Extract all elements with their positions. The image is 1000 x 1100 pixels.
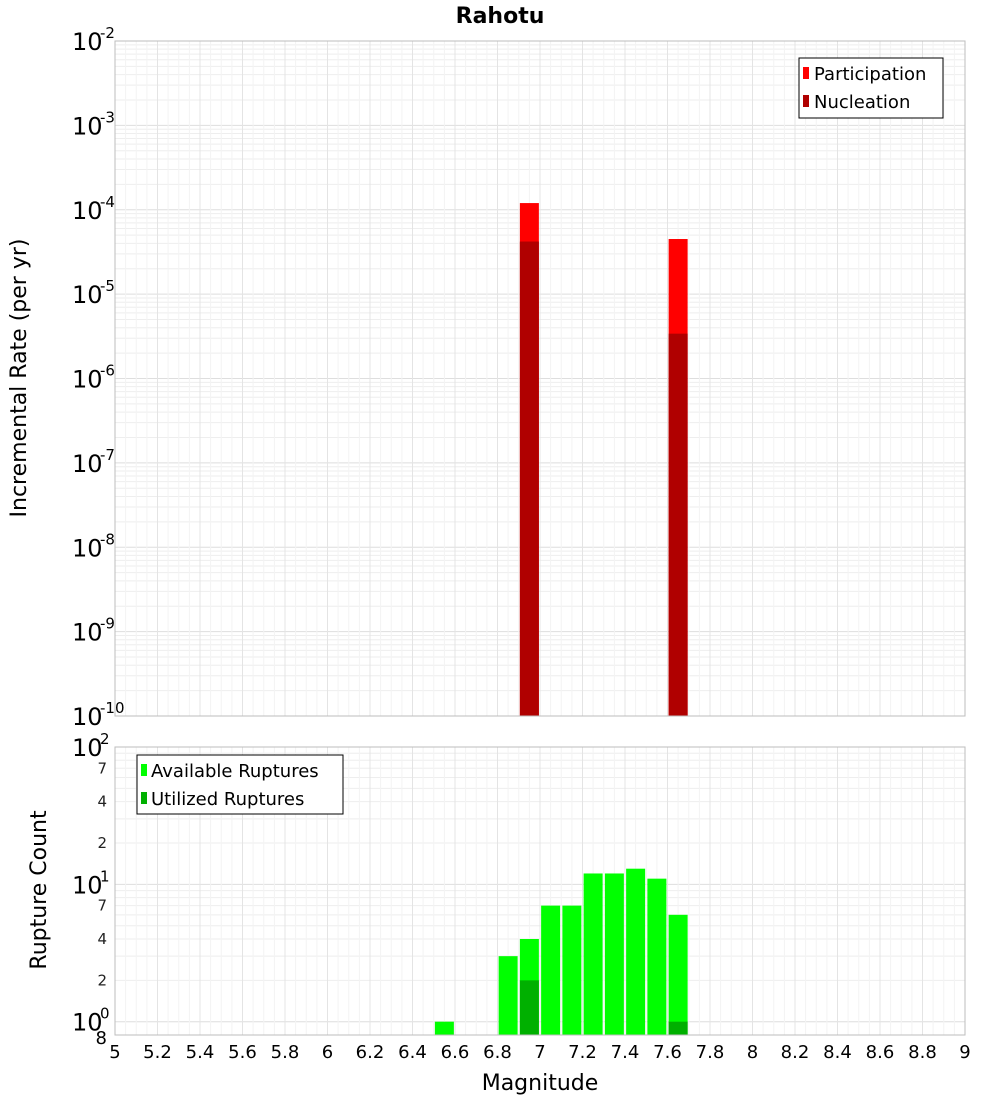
bottom-y-minor-tick-label: 2 bbox=[97, 834, 107, 852]
bottom-y-minor-tick-label: 4 bbox=[97, 792, 107, 811]
bottom-y-tick-label: 10 bbox=[72, 871, 103, 900]
top-y-tick-label: 10 bbox=[72, 703, 103, 731]
top-y-tick-label: 10 bbox=[72, 28, 103, 56]
x-tick-label: 9 bbox=[959, 1042, 971, 1063]
bottom-y-ticks bbox=[72, 730, 110, 1049]
nucleation-bar bbox=[669, 334, 688, 716]
top-y-tick-exponent: -9 bbox=[100, 614, 115, 633]
available-ruptures-bar bbox=[584, 873, 603, 1035]
bottom-y-minor-tick-label: 8 bbox=[95, 1028, 107, 1049]
x-tick-label: 7.2 bbox=[568, 1042, 597, 1063]
x-tick-label: 8.2 bbox=[780, 1042, 810, 1063]
bottom-y-tick-label: 10 bbox=[72, 734, 103, 762]
top-y-tick-exponent: -2 bbox=[100, 24, 115, 42]
top-y-tick-exponent: -3 bbox=[100, 108, 115, 127]
x-tick-label: 8.8 bbox=[908, 1042, 937, 1063]
legend-label-available: Available Ruptures bbox=[151, 761, 319, 782]
x-tick-label: 5.4 bbox=[185, 1042, 215, 1063]
top-y-tick-exponent: -7 bbox=[100, 445, 115, 464]
x-tick-label: 6 bbox=[321, 1042, 334, 1063]
available-ruptures-bar bbox=[626, 869, 645, 1035]
available-ruptures-bar bbox=[669, 915, 688, 1035]
top-y-tick-label: 10 bbox=[72, 196, 103, 225]
legend-swatch-available bbox=[141, 764, 147, 776]
top-y-tick-label: 10 bbox=[72, 281, 103, 310]
legend-swatch-utilized bbox=[141, 792, 147, 804]
x-tick-label: 6.6 bbox=[440, 1042, 470, 1063]
bottom-y-minor-tick-label: 7 bbox=[97, 896, 107, 915]
available-ruptures-bar bbox=[435, 1022, 454, 1035]
x-tick-label: 8.6 bbox=[865, 1042, 895, 1063]
bottom-legend bbox=[137, 755, 343, 814]
legend-label-utilized: Utilized Ruptures bbox=[151, 789, 305, 810]
top-legend bbox=[799, 58, 943, 118]
available-ruptures-bar bbox=[499, 956, 518, 1035]
top-y-tick-label: 10 bbox=[72, 618, 103, 647]
legend-label-participation: Participation bbox=[814, 64, 927, 85]
x-tick-label: 7.4 bbox=[610, 1042, 640, 1063]
bottom-y-tick-exponent: 2 bbox=[100, 730, 110, 748]
top-y-tick-label: 10 bbox=[72, 365, 103, 394]
x-tick-label: 7 bbox=[534, 1042, 546, 1063]
x-tick-label: 7.8 bbox=[695, 1042, 725, 1063]
bottom-y-minor-tick-label: 7 bbox=[97, 759, 107, 778]
top-y-tick-exponent: -6 bbox=[100, 361, 115, 380]
top-y-tick-exponent: -5 bbox=[100, 277, 115, 296]
legend-swatch-nucleation bbox=[803, 95, 809, 107]
bottom-y-axis-title: Rupture Count bbox=[27, 810, 52, 970]
x-tick-label: 7.6 bbox=[653, 1042, 682, 1063]
utilized-ruptures-bar bbox=[669, 1022, 688, 1035]
bottom-y-minor-tick-label: 4 bbox=[97, 930, 107, 948]
legend-label-nucleation: Nucleation bbox=[814, 92, 911, 113]
top-y-axis-title: Incremental Rate (per yr) bbox=[7, 238, 32, 518]
x-tick-label: 6.8 bbox=[483, 1042, 512, 1063]
available-ruptures-bar bbox=[605, 873, 624, 1035]
top-y-tick-exponent: -8 bbox=[100, 530, 115, 549]
available-ruptures-bar bbox=[647, 879, 666, 1035]
bottom-y-tick-exponent: 0 bbox=[100, 1004, 110, 1023]
bottom-y-tick-label: 10 bbox=[72, 1008, 103, 1037]
x-tick-label: 8 bbox=[746, 1042, 759, 1063]
x-tick-label: 5.8 bbox=[270, 1042, 300, 1063]
top-y-tick-exponent: -10 bbox=[100, 699, 125, 717]
x-axis-title: Magnitude bbox=[481, 1071, 599, 1096]
top-y-tick-label: 10 bbox=[72, 534, 103, 563]
x-tick-label: 6.4 bbox=[398, 1042, 427, 1063]
top-grid bbox=[115, 41, 965, 716]
available-ruptures-bar bbox=[541, 906, 560, 1035]
x-tick-label: 5.6 bbox=[228, 1042, 257, 1063]
top-y-tick-label: 10 bbox=[72, 449, 103, 478]
chart-title: Rahotu bbox=[455, 4, 545, 29]
nucleation-bar bbox=[520, 242, 539, 716]
top-plot bbox=[72, 24, 965, 731]
x-ticks bbox=[109, 1042, 970, 1063]
x-tick-label: 5.2 bbox=[143, 1042, 172, 1063]
top-y-tick-label: 10 bbox=[72, 112, 103, 141]
available-ruptures-bar bbox=[562, 906, 581, 1035]
x-tick-label: 8.4 bbox=[823, 1042, 852, 1063]
bottom-y-tick-exponent: 1 bbox=[100, 867, 110, 886]
utilized-ruptures-bar bbox=[520, 980, 539, 1035]
bottom-y-minor-tick-label: 2 bbox=[97, 971, 107, 990]
bottom-plot bbox=[72, 730, 971, 1063]
top-y-tick-exponent: -4 bbox=[100, 192, 115, 211]
legend-swatch-participation bbox=[803, 67, 809, 79]
x-tick-label: 5 bbox=[109, 1042, 121, 1063]
x-tick-label: 6.2 bbox=[355, 1042, 385, 1063]
